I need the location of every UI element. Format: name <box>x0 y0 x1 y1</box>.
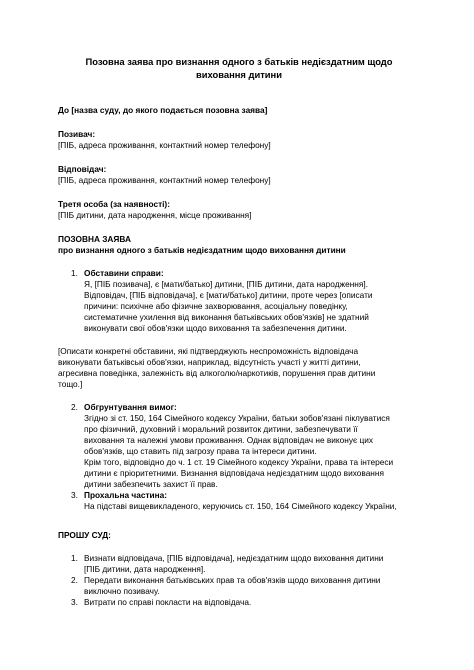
section-line: про фізичний, духовний і моральний розвиток дитини, забезпечувати її <box>84 424 358 434</box>
request-item <box>58 553 474 575</box>
note-line: виконувати батьківські обов'язки, наприклад, відсутність участі у житті дитини, <box>58 357 361 367</box>
note-line: агресивна поведінка, залежність від алкоголю/наркотиків, порушення прав дитини <box>58 368 376 378</box>
request-line: виключно позивачу. <box>84 586 160 596</box>
request-number: 3. <box>71 597 78 607</box>
request-line: Визнати відповідача, [ПІБ відповідача], недієздатним щодо виховання дитини <box>84 553 384 563</box>
section-number: 2. <box>71 402 78 412</box>
request-line: Передати виконання батьківських прав та обов'язків щодо виховання дитини <box>84 575 381 585</box>
circumstances-note <box>58 346 420 390</box>
court-line: До [назва суду, до якого подається позовна заява] <box>58 105 268 115</box>
section-line: На підставі вищевикладеного, керуючись ст. 150, 164 Сімейного кодексу України, <box>84 501 397 511</box>
section-line: виконувати свої обов'язки щодо виховання та забезпечення дитини. <box>84 323 347 333</box>
section-line: систематичне ухилення від виконання батьківських обов'язків] не здатний <box>84 312 369 322</box>
request-line: [ПІБ дитини, дата народження]. <box>84 564 206 574</box>
claim-sections-part1 <box>58 268 474 334</box>
request-heading: ПРОШУ СУД: <box>58 530 111 540</box>
defendant-block <box>58 164 474 186</box>
title-line-1: Позовна заява про визнання одного з батьків недієздатним щодо <box>85 56 393 67</box>
section-line: дитини є пріоритетними. Визнання відповідача недієздатним щодо виховання <box>84 468 384 478</box>
title-line-2: виховання дитини <box>196 69 282 80</box>
section-title: Обставини справи: <box>84 268 164 278</box>
note-line: [Описати конкретні обставини, які підтверджують неспроможність відповідача <box>58 346 359 356</box>
section-line: Я, [ПІБ позивача], є [мати/батько] дитини, [ПІБ дитини, дата народження]. <box>84 279 368 289</box>
section-justification <box>58 402 474 490</box>
plaintiff-block <box>58 129 474 151</box>
section-line: причини: психічне або фізичне захворювання, асоціальну поведінку, <box>84 301 348 311</box>
claim-subheading: про визнання одного з батьків недієздатним щодо виховання дитини <box>58 245 346 255</box>
section-line: виховання та належні умови проживання. Однак відповідач не виконує цих <box>84 435 374 445</box>
section-line: обов'язків, що ставить під загрозу права та інтереси дитини. <box>84 446 317 456</box>
defendant-value: [ПІБ, адреса проживання, контактний номер телефону] <box>58 175 271 185</box>
document-title <box>58 55 420 81</box>
claim-heading: ПОЗОВНА ЗАЯВА <box>58 234 131 244</box>
section-line: дитини забезпечить захист її прав. <box>84 479 218 489</box>
request-line: Витрати по справі покласти на відповідача. <box>84 597 252 607</box>
section-line: Згідно зі ст. 150, 164 Сімейного кодексу України, батьки зобов'язані піклуватися <box>84 413 390 423</box>
third-party-label: Третя особа (за наявності): <box>58 199 170 209</box>
note-line: тощо.] <box>58 379 83 389</box>
section-request-part <box>58 490 474 512</box>
section-line: Крім того, відповідно до ч. 1 ст. 19 Сімейного кодексу України, права та інтереси <box>84 457 394 467</box>
claim-heading-block <box>58 234 474 256</box>
request-item <box>58 575 474 597</box>
section-number: 3. <box>71 490 78 500</box>
section-title: Прохальна частина: <box>84 490 168 500</box>
section-title: Обгрунтування вимог: <box>84 402 177 412</box>
request-list <box>58 553 474 608</box>
defendant-label: Відповідач: <box>58 164 107 174</box>
section-circumstances <box>58 268 474 334</box>
plaintiff-value: [ПІБ, адреса проживання, контактний номер телефону] <box>58 140 271 150</box>
third-party-value: [ПІБ дитини, дата народження, місце проживання] <box>58 210 252 220</box>
section-line: Відповідач, [ПІБ відповідача], є [мати/батько] дитини, проте через [описати <box>84 290 373 300</box>
third-party-block <box>58 199 474 221</box>
request-number: 1. <box>71 553 78 563</box>
section-number: 1. <box>71 268 78 278</box>
plaintiff-label: Позивач: <box>58 129 96 139</box>
request-number: 2. <box>71 575 78 585</box>
claim-sections-part2 <box>58 402 474 512</box>
request-item <box>58 597 474 608</box>
